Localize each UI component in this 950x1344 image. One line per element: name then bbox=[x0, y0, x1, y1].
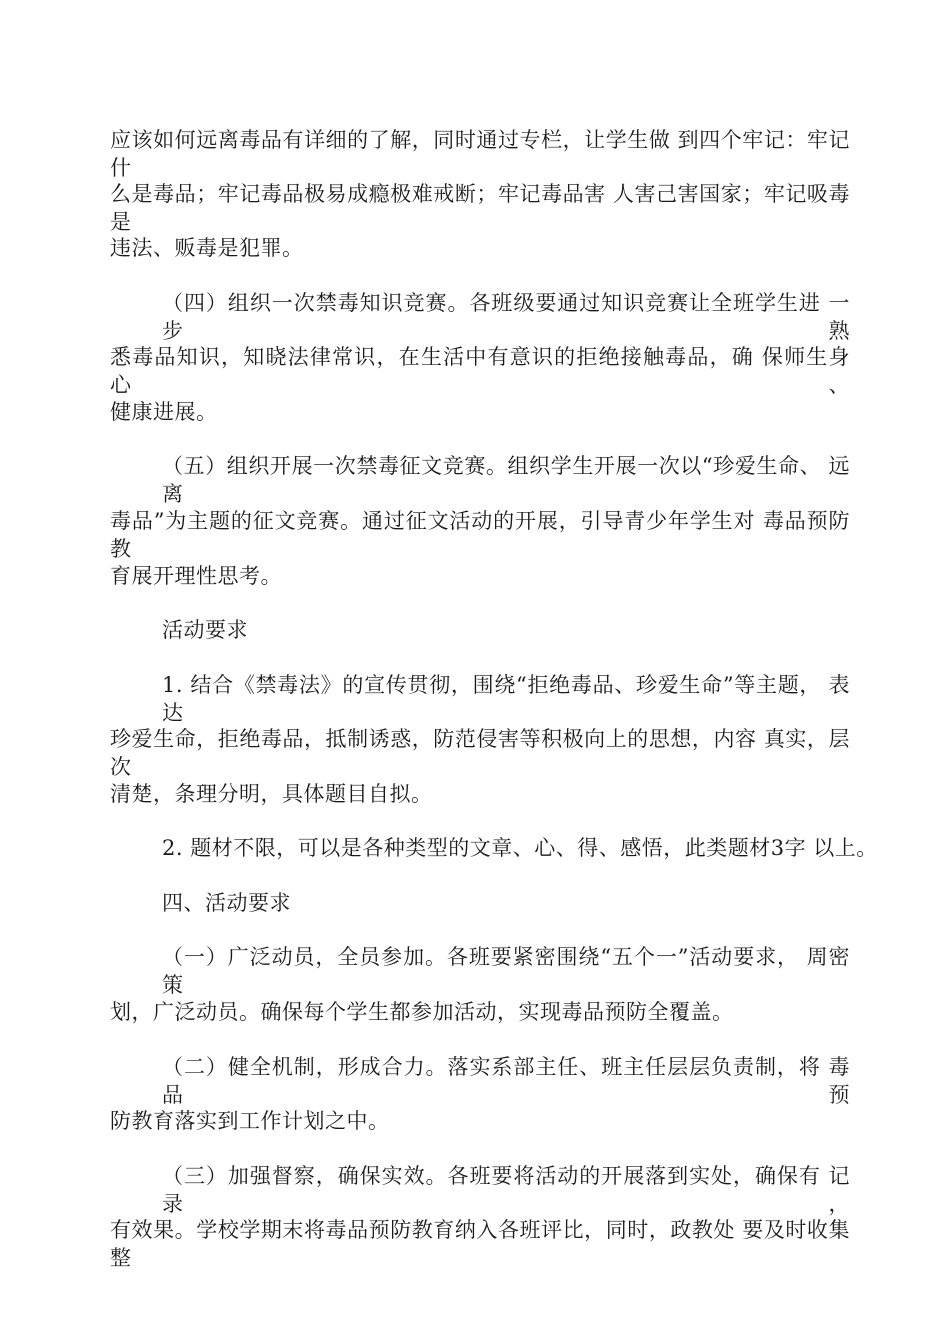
text-line: 珍爱生命，拒绝毒品，抵制诱惑，防范侵害等积极向上的思想，内容 真实，层次 bbox=[110, 727, 850, 779]
text-line: 应该如何远离毒品有详细的了解，同时通过专栏，让学生做 到四个牢记：牢记什 bbox=[110, 128, 850, 180]
section-heading: 活动要求 bbox=[162, 618, 248, 642]
text-line: （四）组织一次禁毒知识竞赛。各班级要通过知识竞赛让全班学生进 一步熟 bbox=[162, 291, 850, 343]
text-line: （五）组织开展一次禁毒征文竞赛。组织学生开展一次以“珍爱生命、 远离 bbox=[162, 454, 850, 506]
text-line: 健康进展。 bbox=[110, 400, 218, 424]
text-line: 划，广泛动员。确保每个学生都参加活动，实现毒品预防全覆盖。 bbox=[110, 1000, 734, 1024]
text-line: 清楚，条理分明，具体题目自拟。 bbox=[110, 782, 433, 806]
text-line: 悉毒品知识，知晓法律常识，在生活中有意识的拒绝接触毒品，确 保师生身心、 bbox=[110, 345, 850, 397]
text-line: 育展开理性思考。 bbox=[110, 564, 282, 588]
text-line: 防教育落实到工作计划之中。 bbox=[110, 1109, 390, 1133]
text-line: （三）加强督察，确保实效。各班要将活动的开展落到实处，确保有 记录， bbox=[162, 1164, 850, 1216]
text-line: 违法、贩毒是犯罪。 bbox=[110, 236, 304, 260]
text-line: （一）广泛动员，全员参加。各班要紧密围绕“五个一”活动要求， 周密策 bbox=[162, 945, 850, 997]
text-line: 1. 结合《禁毒法》的宣传贯彻，围绕“拒绝毒品、珍爱生命”等主题， 表达 bbox=[162, 673, 850, 725]
text-line: 毒品”为主题的征文竞赛。通过征文活动的开展，引导青少年学生对 毒品预防教 bbox=[110, 509, 850, 561]
text-line: 么是毒品；牢记毒品极易成瘾极难戒断；牢记毒品害 人害己害国家；牢记吸毒是 bbox=[110, 182, 850, 234]
text-line: 有效果。学校学期末将毒品预防教育纳入各班评比，同时，政教处 要及时收集整 bbox=[110, 1218, 850, 1270]
text-line: 2. 题材不限，可以是各种类型的文章、心、得、感悟，此类题材3字 以上。 bbox=[162, 836, 878, 860]
text-line: （二）健全机制，形成合力。落实系部主任、班主任层层负责制，将 毒品预 bbox=[162, 1055, 850, 1107]
section-heading: 四、活动要求 bbox=[162, 891, 291, 915]
